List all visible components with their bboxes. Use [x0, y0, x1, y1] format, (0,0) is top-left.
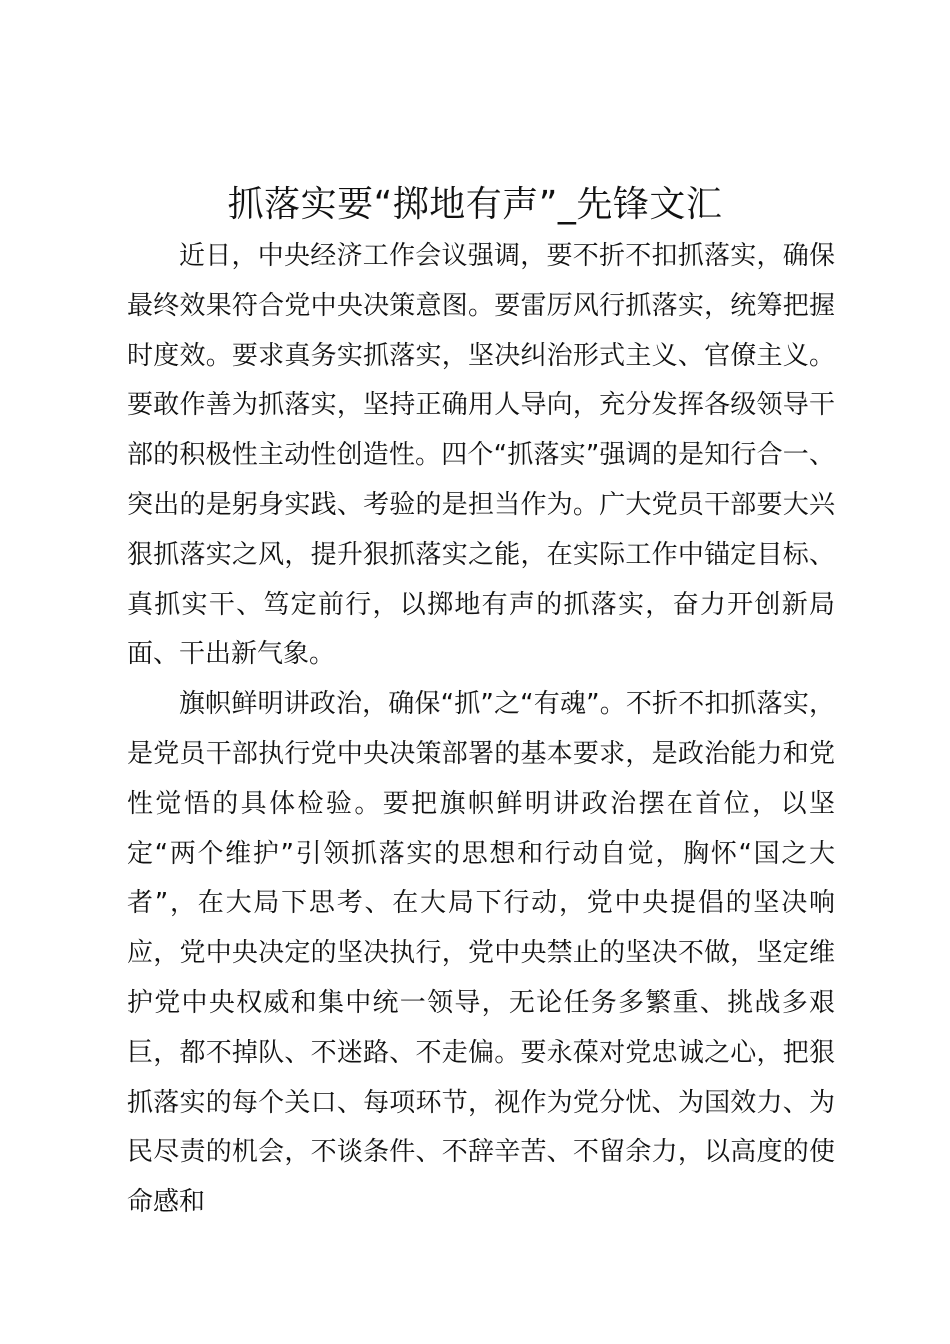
document-body	[127, 232, 835, 1228]
document-title: 抓落实要“掷地有声”_先锋文汇	[227, 184, 723, 225]
paragraph-2: 旗帜鲜明讲政治，确保“抓”之“有魂”。不折不扣抓落实，是党员干部执行党中央决策部署的基本要求，是政治能力和党性觉悟的具体检验。要把旗帜鲜明讲政治摆在首位，以坚定“两个维护”引领抓落实的思想和行动自觉，胸怀“国之大者”，在大局下思考、在大局下行动，党中央提倡的坚决响应，党中央决定的坚决执行，党中央禁止的坚决不做，坚定维护党中央权威和集中统一领导，无论任务多繁重、挑战多艰巨，都不掉队、不迷路、不走偏。要永葆对党忠诚之心，把狠抓落实的每个关口、每项环节，视作为党分忧、为国效力、为民尽责的机会，不谈条件、不辞辛苦、不留余力，以高度的使命感和	[127, 689, 835, 1218]
paragraph-1: 近日，中央经济工作会议强调，要不折不扣抓落实，确保最终效果符合党中央决策意图。要雷厉风行抓落实，统筹把握时度效。要求真务实抓落实，坚决纠治形式主义、官僚主义。要敢作善为抓落实，坚持正确用人导向，充分发挥各级领导干部的积极性主动性创造性。四个“抓落实”强调的是知行合一、突出的是躬身实践、考验的是担当作为。广大党员干部要大兴狠抓落实之风，提升狠抓落实之能，在实际工作中锚定目标、真抓实干、笃定前行，以掷地有声的抓落实，奋力开创新局面、干出新气象。	[127, 241, 835, 670]
